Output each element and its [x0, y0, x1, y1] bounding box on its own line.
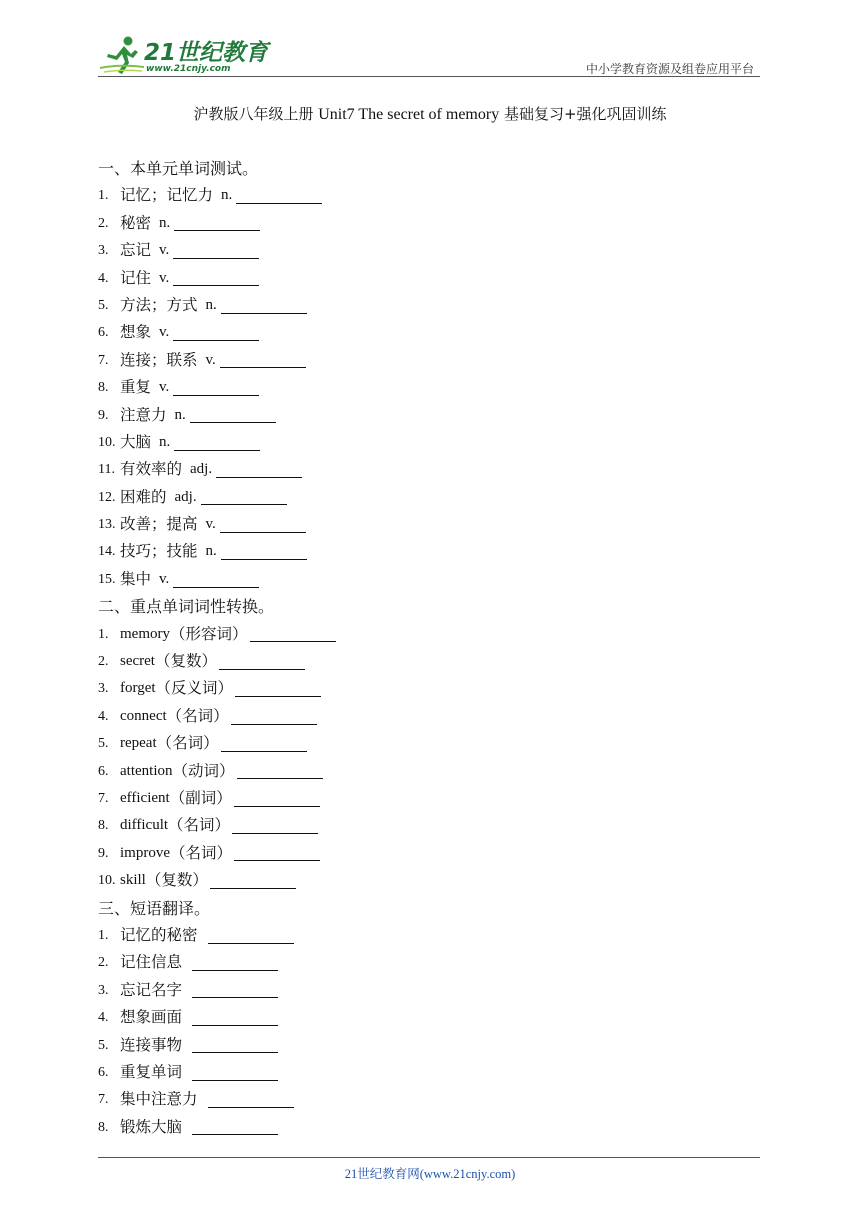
logo-url: www.21cnjy.com — [146, 64, 231, 74]
item-number: 2. — [98, 654, 109, 670]
item-part-of-speech: v. — [159, 570, 170, 587]
list-item — [98, 675, 758, 702]
item-part-of-speech: v. — [159, 324, 170, 341]
title-suffix: 基础复习+强化巩固训练 — [499, 105, 667, 123]
answer-blank[interactable] — [219, 654, 305, 670]
item-number: 9. — [98, 407, 109, 423]
list-item — [98, 922, 758, 949]
item-chinese: 想象 — [120, 323, 152, 342]
item-chinese: 技巧；技能 — [120, 542, 198, 561]
answer-blank[interactable] — [221, 736, 307, 752]
item-phrase: 记住信息 — [120, 953, 183, 972]
list-item — [98, 812, 758, 839]
item-chinese: 忘记 — [120, 241, 152, 260]
list-item — [98, 867, 758, 894]
answer-blank[interactable] — [190, 407, 276, 423]
title-en: Unit7 The secret of memory — [318, 106, 500, 123]
section1-heading: 一、本单元单词测试。 — [98, 159, 259, 178]
answer-blank[interactable] — [174, 215, 260, 231]
list-item — [98, 566, 758, 593]
item-hint: （名词） — [166, 706, 229, 725]
answer-blank[interactable] — [221, 544, 307, 560]
item-number: 5. — [98, 1037, 109, 1053]
item-phrase: 重复单词 — [120, 1062, 183, 1081]
answer-blank[interactable] — [220, 517, 306, 533]
list-item — [98, 1086, 758, 1113]
item-english: improve — [120, 844, 170, 861]
answer-blank[interactable] — [192, 1065, 278, 1081]
item-number: 1. — [98, 188, 109, 204]
answer-blank[interactable] — [235, 681, 321, 697]
list-item — [98, 319, 758, 346]
list-item — [98, 1059, 758, 1086]
answer-blank[interactable] — [173, 572, 259, 588]
item-number: 8. — [98, 818, 109, 834]
item-number: 7. — [98, 790, 109, 806]
list-item — [98, 347, 758, 374]
answer-blank[interactable] — [210, 873, 296, 889]
item-chinese: 有效率的 — [120, 460, 183, 479]
item-number: 4. — [98, 708, 109, 724]
item-chinese: 困难的 — [120, 487, 167, 506]
answer-blank[interactable] — [174, 435, 260, 451]
item-part-of-speech: adj. — [174, 488, 197, 505]
item-number: 6. — [98, 325, 109, 341]
item-part-of-speech: v. — [205, 516, 216, 533]
item-chinese: 改善；提高 — [120, 515, 198, 534]
header-divider — [98, 76, 760, 77]
list-item — [98, 648, 758, 675]
logo — [98, 34, 269, 76]
list-item — [98, 1114, 758, 1141]
item-english: connect — [120, 707, 167, 724]
section1-list — [98, 182, 758, 593]
answer-blank[interactable] — [192, 982, 278, 998]
item-hint: （形容词） — [170, 624, 248, 643]
answer-blank[interactable] — [173, 325, 259, 341]
item-number: 6. — [98, 1064, 109, 1080]
list-item — [98, 429, 758, 456]
answer-blank[interactable] — [208, 928, 294, 944]
item-number: 7. — [98, 352, 109, 368]
answer-blank[interactable] — [173, 270, 259, 286]
item-english: forget — [120, 680, 156, 697]
list-item — [98, 621, 758, 648]
list-item — [98, 292, 758, 319]
item-english: skill — [120, 872, 146, 889]
title-prefix: 沪教版八年级上册 — [193, 105, 319, 123]
answer-blank[interactable] — [208, 1092, 294, 1108]
item-number: 9. — [98, 845, 109, 861]
item-number: 10. — [98, 434, 116, 450]
item-hint: （动词） — [172, 761, 235, 780]
runner-logo-icon — [98, 34, 148, 76]
list-item — [98, 511, 758, 538]
item-number: 5. — [98, 297, 109, 313]
answer-blank[interactable] — [192, 955, 278, 971]
item-number: 1. — [98, 927, 109, 943]
section3-list — [98, 922, 758, 1141]
item-phrase: 集中注意力 — [120, 1090, 198, 1109]
answer-blank[interactable] — [173, 243, 259, 259]
item-hint: （名词） — [170, 843, 233, 862]
answer-blank[interactable] — [192, 1037, 278, 1053]
item-hint: （名词） — [168, 816, 231, 835]
answer-blank[interactable] — [232, 818, 318, 834]
item-number: 7. — [98, 1092, 109, 1108]
list-item — [98, 265, 758, 292]
item-number: 4. — [98, 1010, 109, 1026]
item-chinese: 重复 — [120, 378, 152, 397]
item-hint: （反义词） — [155, 679, 234, 698]
item-phrase: 记忆的秘密 — [120, 925, 198, 944]
item-number: 3. — [98, 681, 109, 697]
list-item — [98, 1004, 758, 1031]
item-hint: （副词） — [169, 788, 232, 807]
item-number: 3. — [98, 982, 109, 998]
section2-heading: 二、重点单词词性转换。 — [98, 597, 275, 617]
item-hint: （复数） — [154, 652, 217, 671]
item-number: 4. — [98, 270, 109, 286]
answer-blank[interactable] — [201, 489, 287, 505]
list-item — [98, 703, 758, 730]
item-part-of-speech: n. — [159, 214, 171, 231]
item-part-of-speech: v. — [159, 269, 170, 286]
list-item — [98, 456, 758, 483]
answer-blank[interactable] — [192, 1010, 278, 1026]
platform-name: 中小学教育资源及组卷应用平台 — [585, 62, 754, 76]
answer-blank[interactable] — [173, 380, 259, 396]
item-phrase: 忘记名字 — [120, 980, 183, 999]
page-header — [98, 32, 760, 78]
item-number: 15. — [98, 571, 116, 587]
item-number: 13. — [98, 517, 116, 533]
item-part-of-speech: v. — [159, 242, 170, 259]
item-part-of-speech: n. — [205, 543, 217, 560]
item-chinese: 记忆；记忆力 — [120, 186, 214, 205]
item-chinese: 注意力 — [120, 405, 167, 424]
logo-text: 21世纪教育 — [144, 40, 269, 66]
item-part-of-speech: v. — [205, 351, 216, 368]
list-item — [98, 237, 758, 264]
item-chinese: 连接；联系 — [120, 350, 198, 369]
list-item — [98, 182, 758, 209]
list-item — [98, 484, 758, 511]
item-phrase: 连接事物 — [120, 1035, 183, 1054]
section2-list — [98, 621, 758, 895]
answer-blank[interactable] — [220, 352, 306, 368]
list-item — [98, 210, 758, 237]
item-number: 10. — [98, 873, 116, 889]
list-item — [98, 374, 758, 401]
item-chinese: 大脑 — [120, 432, 152, 451]
answer-blank[interactable] — [234, 791, 320, 807]
item-part-of-speech: n. — [221, 187, 233, 204]
item-number: 3. — [98, 243, 109, 259]
item-phrase: 锻炼大脑 — [120, 1117, 183, 1136]
item-english: difficult — [120, 817, 169, 834]
item-chinese: 集中 — [120, 569, 152, 588]
item-number: 2. — [98, 215, 109, 231]
item-number: 8. — [98, 380, 109, 396]
item-hint: （名词） — [156, 734, 219, 753]
item-english: attention — [120, 762, 173, 779]
list-item — [98, 1032, 758, 1059]
item-number: 8. — [98, 1119, 109, 1135]
item-english: efficient — [120, 789, 170, 806]
list-item — [98, 730, 758, 757]
answer-blank[interactable] — [216, 462, 302, 478]
footer-divider — [98, 1157, 760, 1158]
item-number: 14. — [98, 544, 116, 560]
item-part-of-speech: n. — [159, 433, 171, 450]
item-number: 2. — [98, 955, 109, 971]
list-item — [98, 785, 758, 812]
answer-blank[interactable] — [231, 709, 317, 725]
item-part-of-speech: adj. — [190, 461, 213, 478]
list-item — [98, 949, 758, 976]
answer-blank[interactable] — [221, 298, 307, 314]
worksheet-content — [98, 155, 758, 1141]
item-part-of-speech: n. — [174, 406, 186, 423]
item-chinese: 秘密 — [120, 213, 152, 232]
list-item — [98, 840, 758, 867]
item-english: secret — [120, 653, 155, 670]
list-item — [98, 538, 758, 565]
answer-blank[interactable] — [234, 845, 320, 861]
list-item — [98, 977, 758, 1004]
item-number: 6. — [98, 763, 109, 779]
answer-blank[interactable] — [250, 626, 336, 642]
footer-text: 21世纪教育网(www.21cnjy.com) — [344, 1167, 516, 1181]
answer-blank[interactable] — [236, 188, 322, 204]
item-part-of-speech: v. — [159, 379, 170, 396]
item-number: 11. — [98, 462, 115, 478]
item-english: memory — [120, 625, 170, 642]
section3-heading: 三、短语翻译。 — [98, 898, 211, 918]
item-number: 5. — [98, 736, 109, 752]
item-chinese: 记住 — [120, 268, 152, 287]
item-chinese: 方法；方式 — [120, 295, 198, 314]
list-item — [98, 402, 758, 429]
item-number: 12. — [98, 489, 116, 505]
item-phrase: 想象画面 — [120, 1008, 183, 1027]
item-number: 1. — [98, 626, 109, 642]
item-english: repeat — [120, 735, 157, 752]
answer-blank[interactable] — [192, 1119, 278, 1135]
page-title — [0, 103, 860, 124]
item-hint: （复数） — [145, 871, 208, 890]
answer-blank[interactable] — [237, 763, 323, 779]
list-item — [98, 758, 758, 785]
item-part-of-speech: n. — [205, 296, 217, 313]
